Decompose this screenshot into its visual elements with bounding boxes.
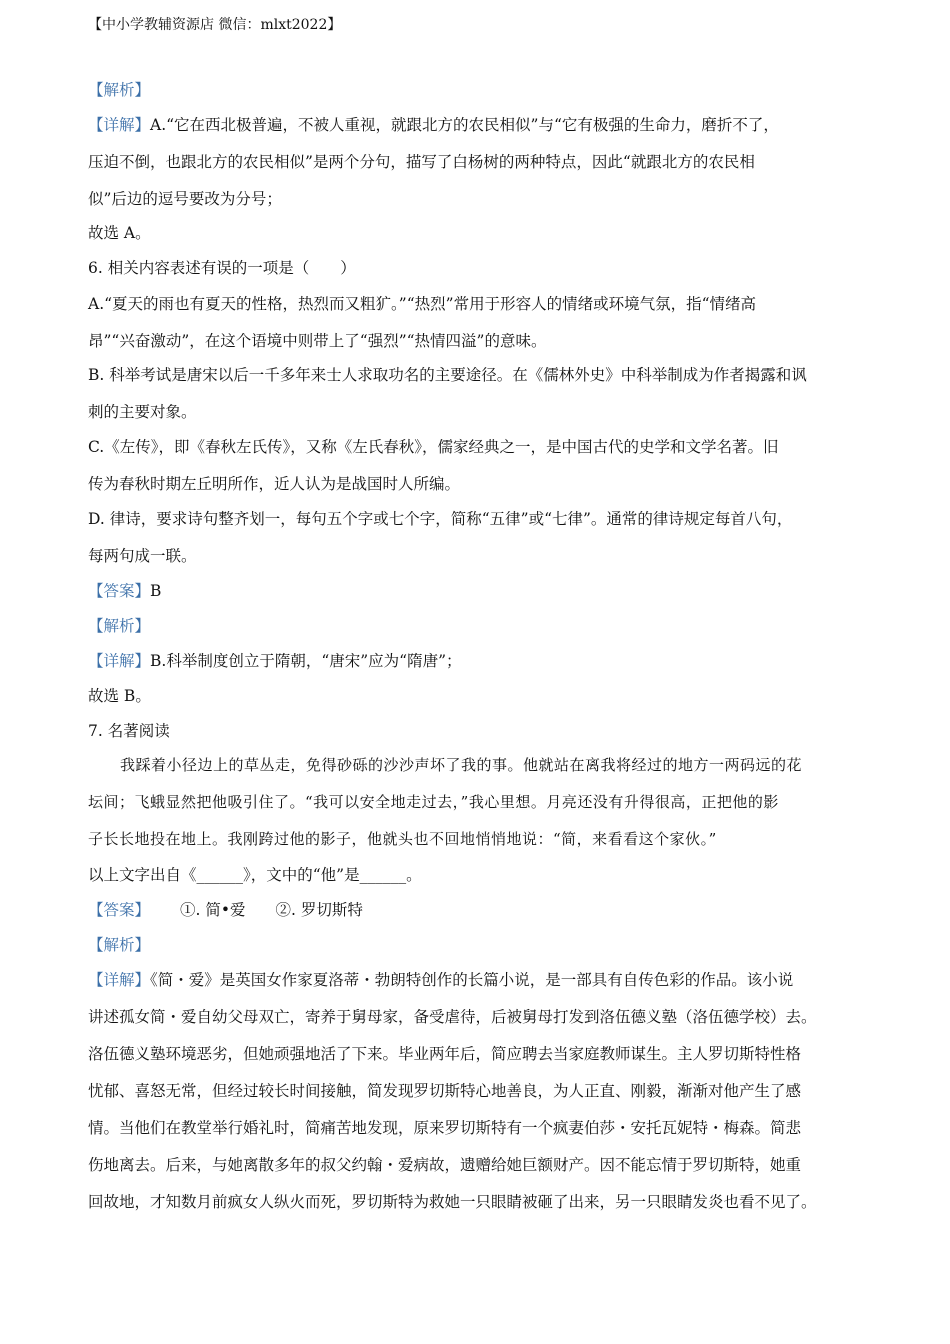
q7-prompt: 以上文字出自《______》，文中的“他”是______。: [88, 866, 422, 884]
q6-detail-tag: 【详解】: [88, 652, 151, 670]
q6-conclusion: 故选 B。: [88, 687, 151, 705]
q7-answer-1: ①. 简•爱: [180, 901, 246, 919]
q6-option-d-line-2: 每两句成一联。: [88, 547, 197, 565]
q6-option-c-line-1: C.《左传》，即《春秋左氏传》，又称《左氏春秋》，儒家经典之一，是中国古代的史学和文学名著。旧: [88, 438, 779, 456]
q7-detail-line-3: 洛伍德义塾环境恶劣，但她顽强地活了下来。毕业两年后，简应聘去当家庭教师谋生。主人罗切斯特性格: [88, 1045, 802, 1063]
page-header: 【中小学教辅资源店 微信：mlxt2022】: [88, 17, 342, 33]
q5-detail-line-3: 似”后边的逗号要改为分号；: [88, 190, 282, 208]
q6-detail-text: B.科举制度创立于隋朝，“唐宋”应为“隋唐”；: [150, 652, 462, 670]
q7-detail-text-1: 《简・爱》是英国女作家夏洛蒂・勃朗特创作的长篇小说，是一部具有自传色彩的作品。该小说: [150, 971, 794, 989]
q5-detail-tag: 【详解】: [88, 116, 151, 134]
q5-explain-tag: 【解析】: [88, 81, 151, 99]
q5-detail-line-1: [88, 113, 779, 135]
q6-option-c-line-2: 传为春秋时期左丘明所作，近人认为是战国时人所编。: [88, 475, 461, 493]
q5-conclusion: 故选 A。: [88, 224, 151, 242]
q7-explain-tag: 【解析】: [88, 936, 151, 954]
q6-option-b-line-2: 刺的主要对象。: [88, 403, 197, 421]
q7-detail-line-1: [88, 968, 793, 990]
q6-option-d-line-1: D. 律诗，要求诗句整齐划一，每句五个字或七个字，简称“五律”或“七律”。通常的律诗规定每首八句，: [88, 510, 793, 528]
q7-passage-line-2: 坛间；飞蛾显然把他吸引住了。“我可以安全地走过去，”我心里想。月亮还没有升得很高，正把他的影: [88, 793, 779, 811]
q7-detail-line-7: 回故地，才知数月前疯女人纵火而死，罗切斯特为救她一只眼睛被砸了出来，另一只眼睛发炎也看不见了。: [88, 1193, 817, 1211]
q6-answer-line: [88, 579, 161, 601]
q6-answer: B: [150, 582, 162, 600]
q7-answer-line: [88, 898, 363, 920]
q7-passage-line-1: 我踩着小径边上的草丛走，免得砂砾的沙沙声坏了我的事。他就站在离我将经过的地方一两码远的花: [120, 756, 803, 774]
q7-passage-line-3: 子长长地投在地上。我刚跨过他的影子，他就头也不回地悄悄地说：“简，来看看这个家伙。”: [88, 830, 717, 848]
q6-option-a-line-1: A.“夏天的雨也有夏天的性格，热烈而又粗犷。”“热烈”常用于形容人的情绪或环境气氛，指“情绪高: [88, 295, 756, 313]
q7-detail-line-6: 伤地离去。后来，与她离散多年的叔父约翰・爱病故，遗赠给她巨额财产。因不能忘情于罗切斯特，她重: [88, 1156, 802, 1174]
q5-detail-text-1: A.“它在西北极普遍，不被人重视，就跟北方的农民相似”与“它有极强的生命力，磨折不了，: [150, 116, 779, 134]
q6-explain-tag: 【解析】: [88, 617, 151, 635]
q7-answer-2: ②. 罗切斯特: [275, 901, 363, 919]
q6-answer-tag: 【答案】: [88, 582, 151, 600]
q6-option-b-line-1: B. 科举考试是唐宋以后一千多年来士人求取功名的主要途径。在《儒林外史》中科举制成为作者揭露和讽: [88, 366, 807, 384]
q7-detail-line-5: 情。当他们在教堂举行婚礼时，简痛苦地发现，原来罗切斯特有一个疯妻伯莎・安托瓦妮特・梅森。简悲: [88, 1119, 802, 1137]
q6-detail-line: [88, 649, 462, 671]
q5-detail-line-2: 压迫不倒，也跟北方的农民相似”是两个分句，描写了白杨树的两种特点，因此“就跟北方的农民相: [88, 153, 755, 171]
q6-option-a-line-2: 昂”“兴奋激动”，在这个语境中则带上了“强烈”“热情四溢”的意味。: [88, 332, 547, 350]
q7-detail-tag: 【详解】: [88, 971, 151, 989]
q7-detail-line-4: 忧郁、喜怒无常，但经过较长时间接触，简发现罗切斯特心地善良，为人正直、刚毅，渐渐对他产生了感: [88, 1082, 802, 1100]
q7-answer-tag: 【答案】: [88, 901, 151, 919]
q7-question: 7. 名著阅读: [88, 722, 170, 740]
q6-question: 6. 相关内容表述有误的一项是（ ）: [88, 259, 356, 277]
q7-detail-line-2: 讲述孤女简・爱自幼父母双亡，寄养于舅母家，备受虐待，后被舅母打发到洛伍德义塾（洛伍德学校）去。: [88, 1008, 817, 1026]
